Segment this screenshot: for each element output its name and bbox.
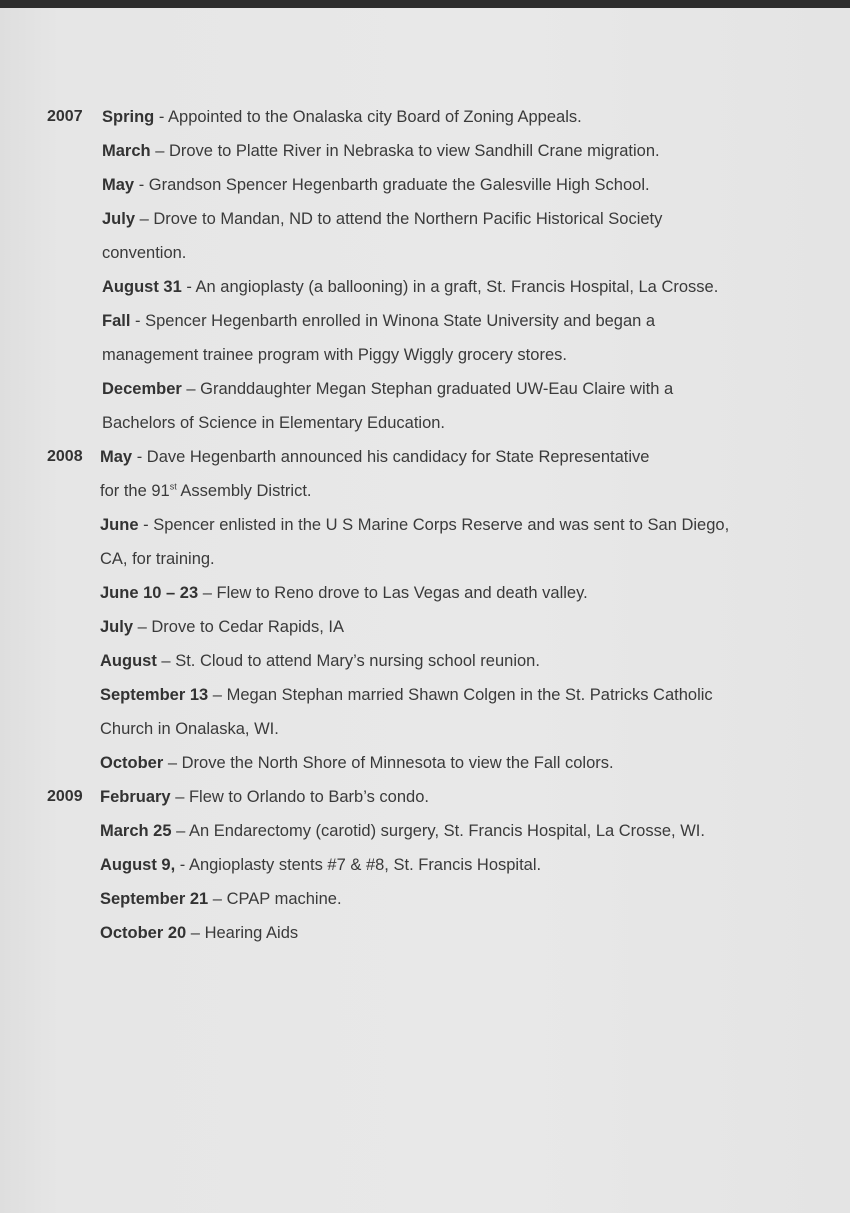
entry-text: Granddaughter Megan Stephan graduated UW-Eau Claire with a [200, 380, 674, 398]
entry-line [100, 542, 837, 576]
ordinal-suffix: st [169, 481, 177, 492]
entry-separator: – [156, 652, 176, 670]
entry-list [102, 100, 837, 440]
entry-text: management trainee program with Piggy Wiggly grocery stores. [102, 346, 567, 364]
entry-line [100, 508, 837, 542]
timeline-entry [100, 610, 837, 644]
entry-text: Drove to Platte River in Nebraska to view Sandhill Crane migration. [168, 142, 660, 160]
entry-separator: – [208, 686, 227, 704]
entry-line [102, 100, 837, 134]
entry-separator: – [150, 142, 169, 160]
entry-text: Assembly District. [176, 482, 312, 500]
entry-date: July [100, 618, 134, 636]
entry-separator: - [132, 448, 147, 466]
entry-date: May [100, 448, 133, 466]
timeline-entry [102, 100, 837, 134]
entry-text: CPAP machine. [226, 890, 342, 908]
entry-line [100, 746, 837, 780]
entry-line [102, 270, 837, 304]
entry-separator: - [138, 516, 154, 534]
timeline [47, 100, 837, 950]
entry-list [100, 780, 837, 950]
entry-date: Fall [102, 312, 131, 330]
entry-text: for the 91 [100, 482, 170, 500]
year-label: 2008 [47, 448, 83, 465]
entry-date: August 31 [102, 278, 182, 296]
entry-separator: - [154, 108, 169, 126]
entry-line [100, 814, 837, 848]
entry-line [100, 678, 837, 712]
entry-date: August [100, 652, 157, 670]
entry-text: St. Cloud to attend Mary’s nursing school reunion. [175, 652, 540, 670]
entry-date: October [100, 754, 164, 772]
entry-line [100, 780, 837, 814]
entry-text: Dave Hegenbarth announced his candidacy for State Representative [146, 448, 650, 466]
entry-text: Grandson Spencer Hegenbarth graduate the Galesville High School. [148, 176, 650, 194]
entry-text: convention. [102, 244, 187, 262]
entry-date: July [102, 210, 136, 228]
entry-line [100, 440, 837, 474]
entry-separator: – [208, 890, 227, 908]
entry-line [100, 916, 837, 950]
entry-date: March [102, 142, 151, 160]
entry-separator: – [135, 210, 154, 228]
timeline-entry [100, 576, 837, 610]
timeline-entry [100, 882, 837, 916]
entry-line [102, 168, 837, 202]
entry-line [102, 304, 837, 338]
entry-line [100, 882, 837, 916]
year-label: 2009 [47, 788, 83, 805]
year-block [47, 440, 837, 780]
entry-date: September 21 [100, 890, 209, 908]
entry-date: December [102, 380, 182, 398]
entry-separator: - [130, 312, 146, 330]
timeline-entry [102, 134, 837, 168]
timeline-entry [100, 678, 837, 746]
entry-separator: – [186, 924, 205, 942]
timeline-entry [102, 270, 837, 304]
entry-separator: – [198, 584, 217, 602]
entry-line [102, 134, 837, 168]
entry-text: Drove to Cedar Rapids, IA [151, 618, 344, 636]
timeline-entry [100, 508, 837, 576]
year-label: 2007 [47, 108, 83, 125]
entry-separator: - [175, 856, 189, 874]
timeline-entry [102, 372, 837, 440]
timeline-entry [100, 916, 837, 950]
scan-top-edge [0, 0, 850, 8]
entry-line [102, 338, 837, 372]
timeline-entry [102, 202, 837, 270]
year-block [47, 780, 837, 950]
entry-text: CA, for training. [100, 550, 215, 568]
timeline-entry [100, 780, 837, 814]
timeline-entry [100, 440, 837, 508]
entry-line [100, 712, 837, 746]
entry-date: August 9, [100, 856, 176, 874]
entry-line [100, 610, 837, 644]
entry-text: Drove to Mandan, ND to attend the Northern Pacific Historical Society [153, 210, 663, 228]
entry-text: Hearing Aids [204, 924, 299, 942]
entry-date: Spring [102, 108, 155, 126]
entry-separator: - [134, 176, 149, 194]
entry-list [100, 440, 837, 780]
timeline-entry [100, 814, 837, 848]
entry-line [102, 372, 837, 406]
entry-date: February [100, 788, 171, 806]
entry-line [102, 202, 837, 236]
entry-date: October 20 [100, 924, 187, 942]
timeline-entry [100, 848, 837, 882]
timeline-entry [100, 746, 837, 780]
entry-text: Spencer enlisted in the U S Marine Corps Reserve and was sent to San Diego, [153, 516, 730, 534]
entry-line [100, 644, 837, 678]
document-page [0, 8, 850, 1213]
entry-text: An Endarectomy (carotid) surgery, St. Francis Hospital, La Crosse, WI. [188, 822, 705, 840]
entry-separator: – [171, 822, 189, 840]
year-block [47, 100, 837, 440]
entry-text: An angioplasty (a ballooning) in a graft, St. Francis Hospital, La Crosse. [195, 278, 719, 296]
timeline-entry [100, 644, 837, 678]
entry-text: Flew to Reno drove to Las Vegas and death valley. [216, 584, 588, 602]
entry-separator: – [170, 788, 189, 806]
entry-text: Appointed to the Onalaska city Board of Zoning Appeals. [168, 108, 582, 126]
entry-text: Bachelors of Science in Elementary Education. [102, 414, 446, 432]
entry-text: Megan Stephan married Shawn Colgen in the St. Patricks Catholic [226, 686, 713, 704]
entry-separator: – [181, 380, 201, 398]
entry-line [102, 236, 837, 270]
entry-date: March 25 [100, 822, 172, 840]
timeline-entry [102, 168, 837, 202]
entry-line [100, 848, 837, 882]
entry-date: June 10 – 23 [100, 584, 199, 602]
entry-separator: – [133, 618, 152, 636]
entry-separator: – [163, 754, 182, 772]
entry-text: Angioplasty stents #7 & #8, St. Francis Hospital. [188, 856, 542, 874]
entry-text: Drove the North Shore of Minnesota to view the Fall colors. [181, 754, 614, 772]
entry-separator: - [181, 278, 196, 296]
entry-line [100, 474, 837, 508]
entry-date: May [102, 176, 135, 194]
entry-text: Flew to Orlando to Barb’s condo. [188, 788, 429, 806]
entry-date: September 13 [100, 686, 209, 704]
entry-text: Church in Onalaska, WI. [100, 720, 279, 738]
entry-line [100, 576, 837, 610]
entry-line [102, 406, 837, 440]
entry-date: June [100, 516, 139, 534]
timeline-entry [102, 304, 837, 372]
entry-text: Spencer Hegenbarth enrolled in Winona State University and began a [145, 312, 656, 330]
